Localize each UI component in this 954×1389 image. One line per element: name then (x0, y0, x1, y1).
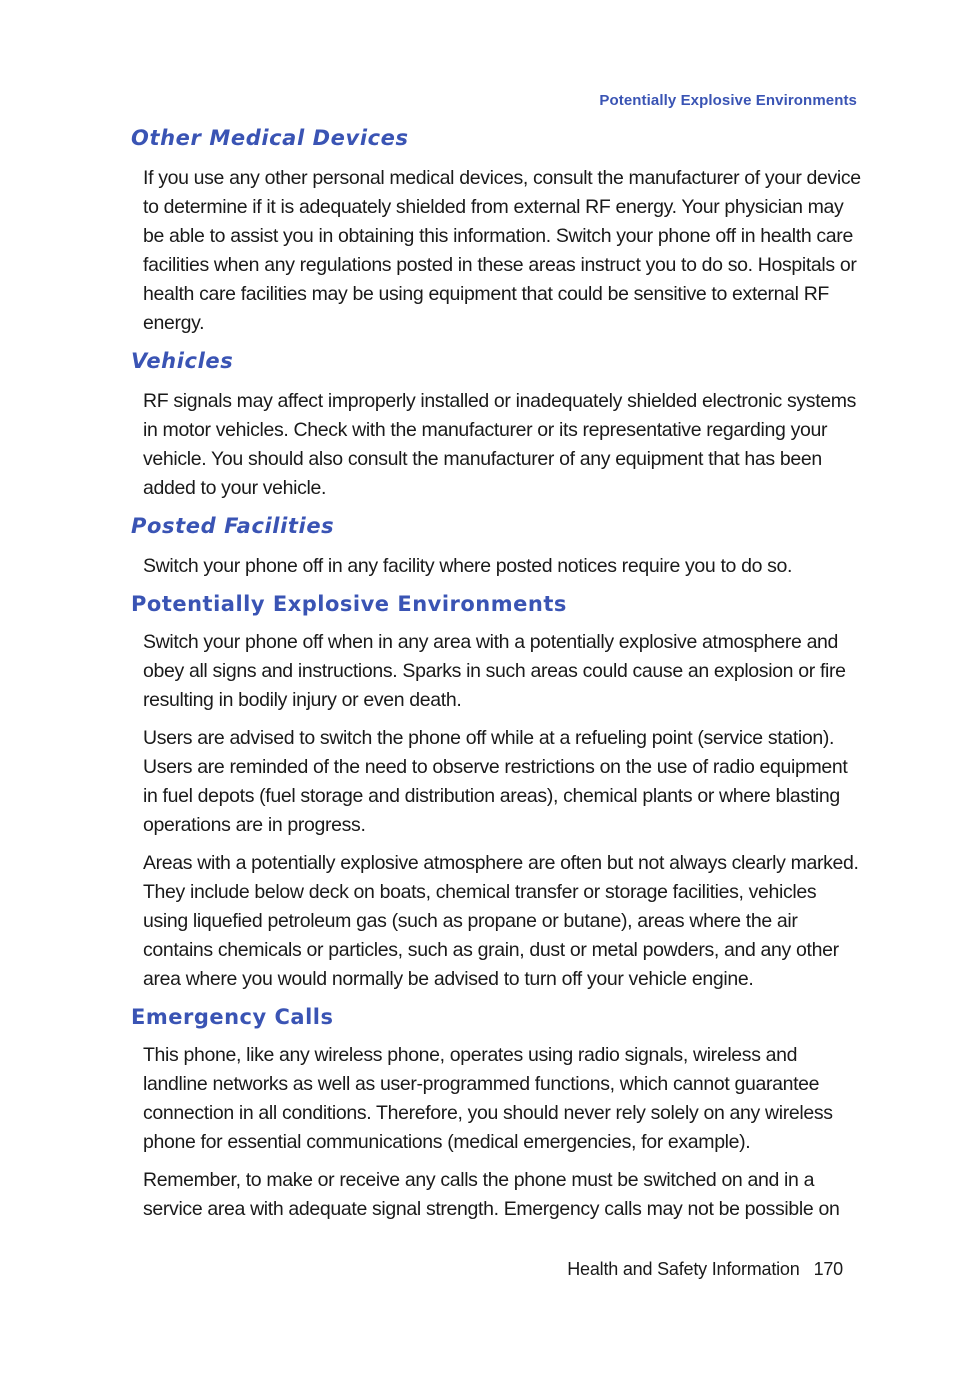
body-paragraph: Users are advised to switch the phone off while at a refueling point (service station). Users are reminded of the need to observe restrictions on the use of radio equipment in fuel depots (fuel storage and distribution areas), chemical plants or where blasting operations are in progress. (143, 727, 848, 836)
body-paragraph: This phone, like any wireless phone, operates using radio signals, wireless and landline networks as well as user-programmed functions, which cannot guarantee connection in all conditions. Therefore, you should never rely solely on any wireless phone for essential communications (medical emergencies, for example). (143, 1044, 833, 1153)
section-heading: Emergency Calls (131, 1005, 334, 1029)
section-heading: Posted Facilities (131, 514, 335, 538)
section-other-medical-devices (131, 124, 861, 338)
section-emergency-calls (131, 1003, 861, 1224)
section-heading: Other Medical Devices (131, 126, 409, 150)
body-paragraph: Remember, to make or receive any calls the phone must be switched on and in a service area with adequate signal strength. Emergency calls may not be possible on (143, 1169, 840, 1220)
body-paragraph: Switch your phone off in any facility where posted notices require you to do so. (143, 555, 793, 577)
section-heading: Potentially Explosive Environments (131, 592, 567, 616)
section-vehicles (131, 347, 861, 503)
body-paragraph: RF signals may affect improperly installed or inadequately shielded electronic systems in motor vehicles. Check with the manufacturer or its representative regarding your vehicle. You should also consult the manufacturer of any equipment that has been added to your vehicle. (143, 390, 857, 499)
footer-section-title: Health and Safety Information (567, 1259, 800, 1279)
body-paragraph: Switch your phone off when in any area with a potentially explosive atmosphere and obey all signs and instructions. Sparks in such areas could cause an explosion or fire resulting in bodily injury or even death. (143, 631, 846, 711)
section-posted-facilities (131, 512, 861, 581)
section-heading: Vehicles (131, 349, 234, 373)
page-content (131, 124, 861, 1233)
page-number: 170 (813, 1259, 843, 1279)
page-footer (567, 1259, 843, 1280)
section-potentially-explosive-environments (131, 590, 861, 994)
body-paragraph: If you use any other personal medical devices, consult the manufacturer of your device to determine if it is adequately shielded from external RF energy. Your physician may be able to assist you in obtaining this information. Switch your phone off in health care facilities when any regulations posted in these areas instruct you to do so. Hospitals or health care facilities may be using equipment that could be sensitive to external RF energy. (143, 167, 861, 334)
body-paragraph: Areas with a potentially explosive atmosphere are often but not always clearly marked. They include below deck on boats, chemical transfer or storage facilities, vehicles using liquefied petroleum gas (such as propane or butane), areas where the air contains chemicals or particles, such as grain, dust or metal powders, and any other area where you would normally be advised to turn off your vehicle engine. (143, 852, 859, 990)
running-header: Potentially Explosive Environments (599, 92, 857, 109)
